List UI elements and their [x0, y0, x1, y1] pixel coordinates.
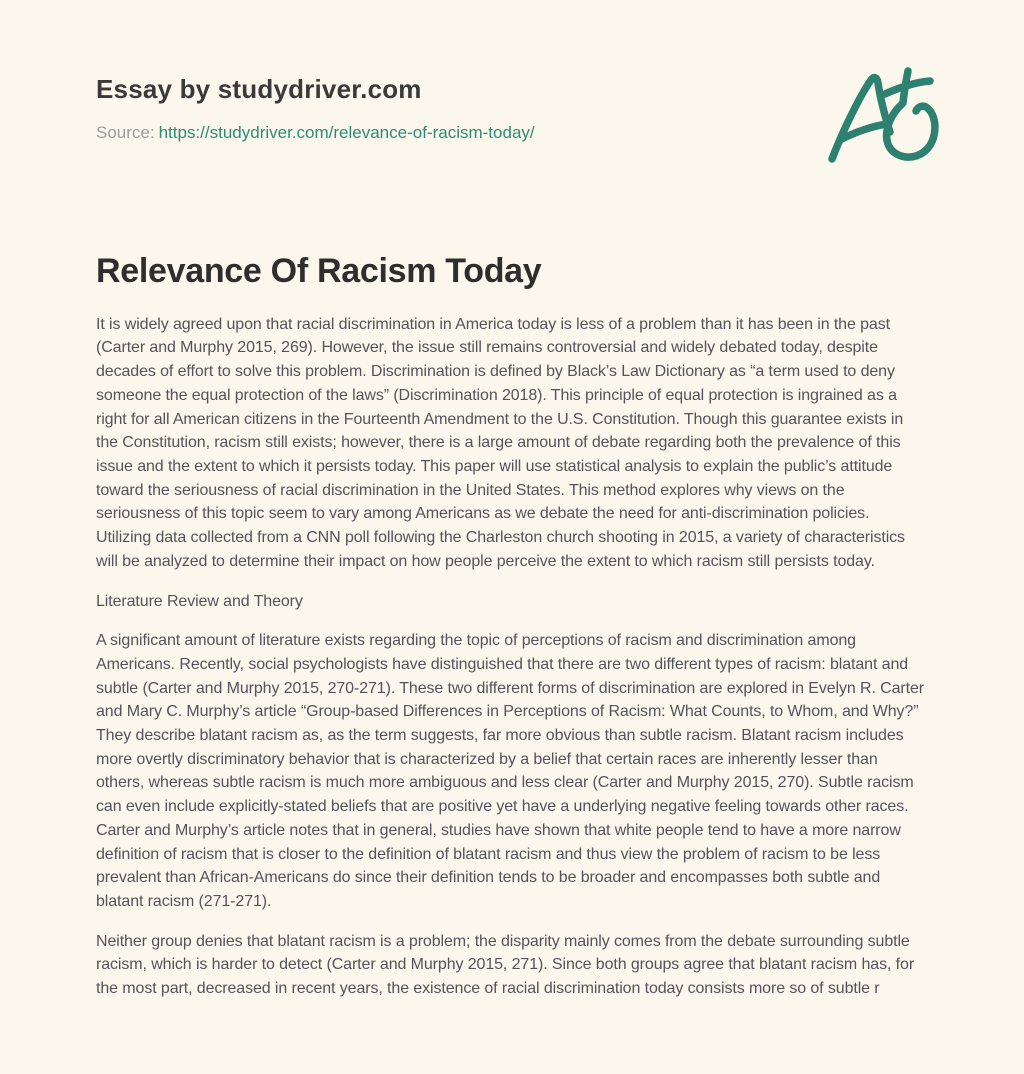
- byline: Essay by studydriver.com: [96, 74, 422, 104]
- source-link[interactable]: https://studydriver.com/relevance-of-racism-today/: [158, 123, 535, 143]
- a-plus-logo-icon: [828, 64, 942, 168]
- page-title: Relevance Of Racism Today: [96, 252, 542, 291]
- essay-paragraph: Neither group denies that blatant racism is a problem; the disparity mainly comes from the debate surrounding subtle racism, which is harder to detect (Carter and Murphy 2015, 271). Since both groups agree that blatant racism has, for the most part, decreased in recent years, the existence of racial discrimination today consists more so of subtle r: [96, 932, 915, 998]
- essay-body: [96, 313, 928, 1001]
- page-header: [96, 74, 928, 144]
- essay-paragraph: A significant amount of literature exists regarding the topic of perceptions of racism and discrimination among Americans. Recently, social psychologists have distinguished that there are two different types of racism: blatant and subtle (Carter and Murphy 2015, 270-271). These two different forms of discrimination are explored in Evelyn R. Carter and Mary C. Murphy’s article “Group-based Differences in Perceptions of Racism: What Counts, to Whom, and Why?” They describe blatant racism as, as the term suggests, far more obvious than subtle racism. Blatant racism includes more overtly discriminatory behavior that is characterized by a belief that certain races are inherently lesser than others, whereas subtle racism is much more ambiguous and less clear (Carter and Murphy 2015, 270). Subtle racism can even include explicitly-stated beliefs that are positive yet have a underlying negative feeling towards other races. Carter and Murphy’s article notes that in general, studies have shown that white people tend to have a more narrow definition of racism that is closer to the definition of blatant racism and thus view the problem of racism to be less prevalent than African-Americans do since their definition tends to be broader and encompasses both subtle and blatant racism (271-271).: [96, 632, 925, 910]
- section-heading-literature-review: Literature Review and Theory: [96, 592, 303, 610]
- source-label: Source:: [96, 123, 155, 143]
- source-row: [96, 122, 928, 144]
- essay-paragraph: It is widely agreed upon that racial discrimination in America today is less of a problem than it has been in the past (Carter and Murphy 2015, 269). However, the issue still remains controversial and widely debated today, despite decades of effort to solve this problem. Discrimination is defined by Black’s Law Dictionary as “a term used to deny someone the equal protection of the laws” (Discrimination 2018). This principle of equal protection is ingrained as a right for all American citizens in the Fourteenth Amendment to the U.S. Constitution. Though this guarantee exists in the Constitution, racism still exists; however, there is a large amount of debate regarding both the prevalence of this issue and the extent to which it persists today. This paper will use statistical analysis to explain the public’s attitude toward the seriousness of racial discrimination in the United States. This method explores why views on the seriousness of this topic seem to vary among Americans as we debate the need for anti-discrimination policies. Utilizing data collected from a CNN poll following the Charleston church shooting in 2015, a variety of characteristics will be analyzed to determine their impact on how people perceive the extent to which racism still persists today.: [96, 315, 905, 570]
